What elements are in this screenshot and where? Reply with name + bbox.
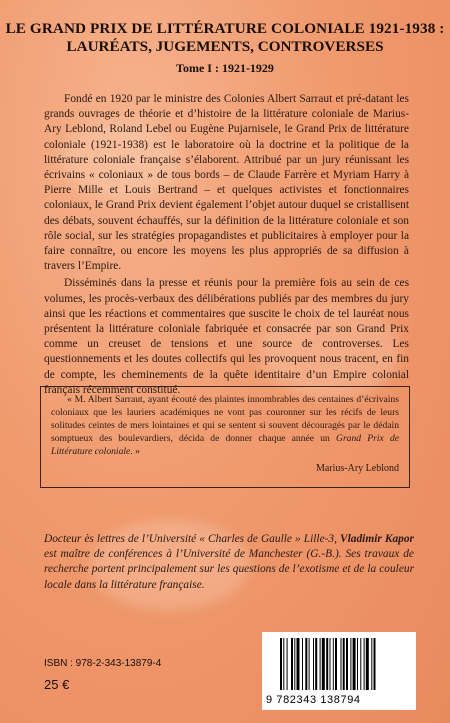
barcode-bar — [335, 638, 337, 690]
barcode-bar — [297, 638, 300, 690]
barcode-bar — [341, 638, 342, 690]
blurb-paragraph: Fondé en 1920 par le ministre des Colonies Albert Sarraut et pré-datant les grands ouvrages de théorie et d’histoire de la littérature coloniale de Marius-Ary Leblond, Roland Lebel ou Eugène Pujarnisele, le Grand Prix de littérature coloniale (1921-1938) est le laboratoire où la doctrine et la politique de la littérature coloniale française s’élaborent. Attribué par un jury réunissant les écrivains « coloniaux » de tous bords – de Claude Farrère et Myriam Harry à Pierre Mille et Louis Bertrand – et quelques activistes et fonctionnaires coloniaux, le Grand Prix devient également l’objet autour duquel se cristallisent des débats, souvent échauffés, sur la définition de la littérature coloniale et son rôle social, sur les stratégies propagandistes et publicitaires à employer pour la faire connaître, ou encore les moyens les plus appropriés de sa diffusion à travers l’Empire. — [44, 93, 409, 273]
blurb-paragraph: Disséminés dans la presse et réunis pour la première fois au sein de ces volumes, les procès-verbaux des délibérations publiés par des membres du jury ainsi que les réactions et commentaires que suscite le choix de tel lauréat nous présentent la littérature coloniale fabriquée et consacrée par son Grand Prix comme un creuset de tensions et une source de controverses. Les questionnements et les doutes collectifs qui les provoquent nous tracent, en fin de compte, les cheminements de la quête identitaire d’un Empire colonial français récemment constitué. — [44, 277, 409, 396]
barcode-digits: 9 782343 138794 — [266, 694, 361, 706]
barcode-bar — [320, 638, 321, 690]
barcode-bar — [305, 638, 307, 690]
isbn: ISBN : 978-2-343-13879-4 — [44, 658, 162, 669]
barcode-bar — [346, 638, 348, 690]
barcode-bar — [353, 638, 356, 690]
quote-text-end: . » — [130, 446, 140, 457]
author-bio-end: est maître de conférences à l’Université de Manchester (G.-B.). Ses travaux de recherche portent principalement sur les questions de l’exotisme et de la couleur locale dans la littérature française. — [44, 548, 414, 591]
barcode-bar — [343, 638, 345, 690]
barcode-bar — [364, 638, 365, 690]
author-bio — [44, 532, 414, 593]
barcode-bar — [326, 638, 328, 690]
quote-text — [51, 393, 399, 458]
blurb — [44, 92, 409, 400]
barcode-bar — [371, 638, 372, 690]
barcode-bar — [322, 638, 325, 690]
author-bio-start: Docteur ès lettres de l’Université « Charles de Gaulle » Lille-3, — [44, 533, 341, 545]
author-name: Vladimir Kapor — [340, 533, 414, 545]
barcode-bar — [302, 638, 303, 690]
barcode-bar — [287, 638, 288, 690]
tome-label: Tome I : 1921-1929 — [176, 61, 274, 75]
barcode-bars-icon — [280, 638, 408, 690]
quote-signature: Marius-Ary Leblond — [315, 463, 399, 474]
barcode-bar — [309, 638, 310, 690]
barcode-bar — [313, 638, 314, 690]
book-subtitle: LAURÉATS, JUGEMENTS, CONTROVERSES — [66, 38, 384, 55]
quote-box — [40, 386, 410, 488]
barcode-bar — [283, 638, 284, 690]
barcode — [262, 632, 416, 710]
barcode-bar — [350, 638, 351, 690]
barcode-bar — [315, 638, 317, 690]
barcode-bar — [333, 638, 334, 690]
quote-italic: Grand Prix de Littérature coloniale — [51, 433, 400, 457]
barcode-bar — [291, 638, 293, 690]
barcode-bar — [280, 638, 282, 690]
barcode-bar — [357, 638, 358, 690]
barcode-bar — [360, 638, 361, 690]
quote-text-part: « M. Albert Sarraut, ayant écouté des plaintes innombrables des centaines d’écrivains coloniaux que les lauriers académiques ne vont pas couronner sur les récifs de leurs solitudes ceintes de mers lointaines et qui se sentent si souvent découragés par le dédain somptueux des boulevardiers, décida de donner chaque année un — [51, 394, 399, 444]
book-title: LE GRAND PRIX DE LITTÉRATURE COLONIALE 1921-1938 : — [5, 20, 445, 37]
barcode-bar — [366, 638, 369, 690]
barcode-bar — [330, 638, 331, 690]
barcode-bar — [374, 638, 376, 690]
barcode-bar — [294, 638, 295, 690]
price: 25 € — [44, 677, 70, 692]
